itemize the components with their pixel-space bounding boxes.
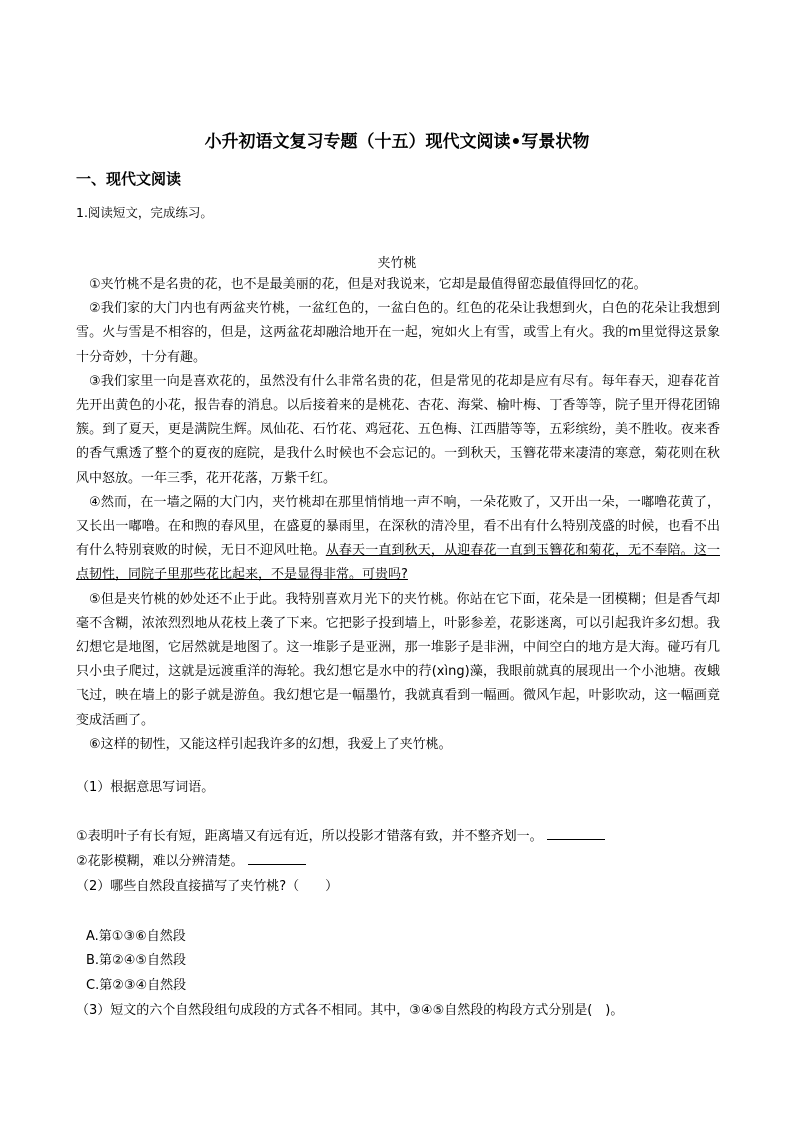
paragraph-3: ③我们家里一向是喜欢花的，虽然没有什么非常名贵的花，但是常见的花却是应有尽有。每年春天，迎春花首先开出黄色的小花，报告春的消息。以后接着来的是桃花、杏花、海棠、榆叶梅、丁香等等，院子里开得花团锦簇。到了夏天，更是满院生辉。凤仙花、石竹花、鸡冠花、五色梅、江西腊等等，五彩缤纷，美不胜收。夜来香的香气熏透了整个的夏夜的庭院，是我什么时候也不会忘记的。一到秋天，玉簪花带来凄清的寒意，菊花则在秋风中怒放。一年三季，花开花落，万紫千红。: [76, 373, 720, 486]
paragraph-4-text: ④然而，在一墙之隔的大门内，夹竹桃却在那里悄悄地一声不响，一朵花败了，又开出一朵，一嘟噜花黄了，又长出一嘟噜。在和煦的春风里，在盛夏的暴雨里，在深秋的清冷里，看不出有什么特别茂盛的时候，也看不出有什么特别衰败的时候，无日不迎风吐艳。: [76, 494, 720, 559]
sub-question-1-item-1: [76, 825, 605, 844]
question-1-instruction: 1.阅读短文，完成练习。: [76, 205, 213, 220]
sub-question-3: （3）短文的六个自然段组句成段的方式各不相同。其中，③④⑤自然段的构段方式分别是( )。: [76, 1003, 624, 1018]
paragraph-2: ②我们家的大门内也有两盆夹竹桃，一盆红色的，一盆白色的。红色的花朵让我想到火，白色的花朵让我想到雪。火与雪是不相容的，但是，这两盆花却融洽地开在一起，宛如火上有雪，或雪上有火。我的m里觉得这景象十分奇妙，十分有趣。: [76, 301, 720, 365]
paragraph-5: ⑤但是夹竹桃的妙处还不止于此。我特别喜欢月光下的夹竹桃。你站在它下面，花朵是一团模糊；但是香气却毫不含糊，浓浓烈烈地从花枝上袭了下来。它把影子投到墙上，叶影参差，花影迷离，可以引起我许多幻想。我幻想它是地图，它居然就是地图了。这一堆影子是亚洲，那一堆影子是非洲，中间空白的地方是大海。碰巧有几只小虫子爬过，这就是远渡重洋的海轮。我幻想它是水中的荇(xìng)藻，我眼前就真的展现出一个小池塘。夜蛾飞过，映在墙上的影子就是游鱼。我幻想它是一幅墨竹，我就真看到一幅画。微风乍起，叶影吹动，这一幅画竟变成活画了。: [76, 591, 720, 728]
option-b[interactable]: B.第②④⑤自然段: [86, 953, 187, 968]
answer-blank-1[interactable]: [547, 827, 605, 840]
option-a[interactable]: A.第①③⑥自然段: [86, 929, 186, 944]
document-title: 小升初语文复习专题（十五）现代文阅读•写景状物: [204, 132, 590, 152]
sub-question-2: （2）哪些自然段直接描写了夹竹桃?（ ）: [76, 879, 339, 894]
passage-title: 夹竹桃: [377, 256, 417, 271]
paragraph-4: [76, 491, 720, 588]
option-c[interactable]: C.第②③④自然段: [86, 978, 187, 993]
sub-question-1-item-2: [76, 850, 306, 869]
item-2-text: ②花影模糊，难以分辨清楚。: [76, 854, 244, 869]
paragraph-1: ①夹竹桃不是名贵的花，也不是最美丽的花，但是对我说来，它却是最值得留恋最值得回忆的花。: [89, 277, 647, 292]
paragraph-6: ⑥这样的韧性，又能这样引起我许多的幻想，我爱上了夹竹桃。: [89, 736, 452, 752]
passage-body: [76, 273, 720, 757]
sub-question-1: （1）根据意思写词语。: [76, 780, 215, 795]
item-1-text: ①表明叶子有长有短，距离墙又有远有近，所以投影才错落有致，并不整齐划一。: [76, 829, 543, 844]
section-heading: 一、现代文阅读: [76, 170, 182, 188]
paragraph-4-underlined-text: 从春天一直到秋天，从迎春花一直到玉簪花和菊花，无不奉陪。这一点韧性，同院子里那些花比起来，不是显得非常。可贵吗?: [76, 543, 720, 583]
answer-blank-2[interactable]: [248, 852, 306, 865]
